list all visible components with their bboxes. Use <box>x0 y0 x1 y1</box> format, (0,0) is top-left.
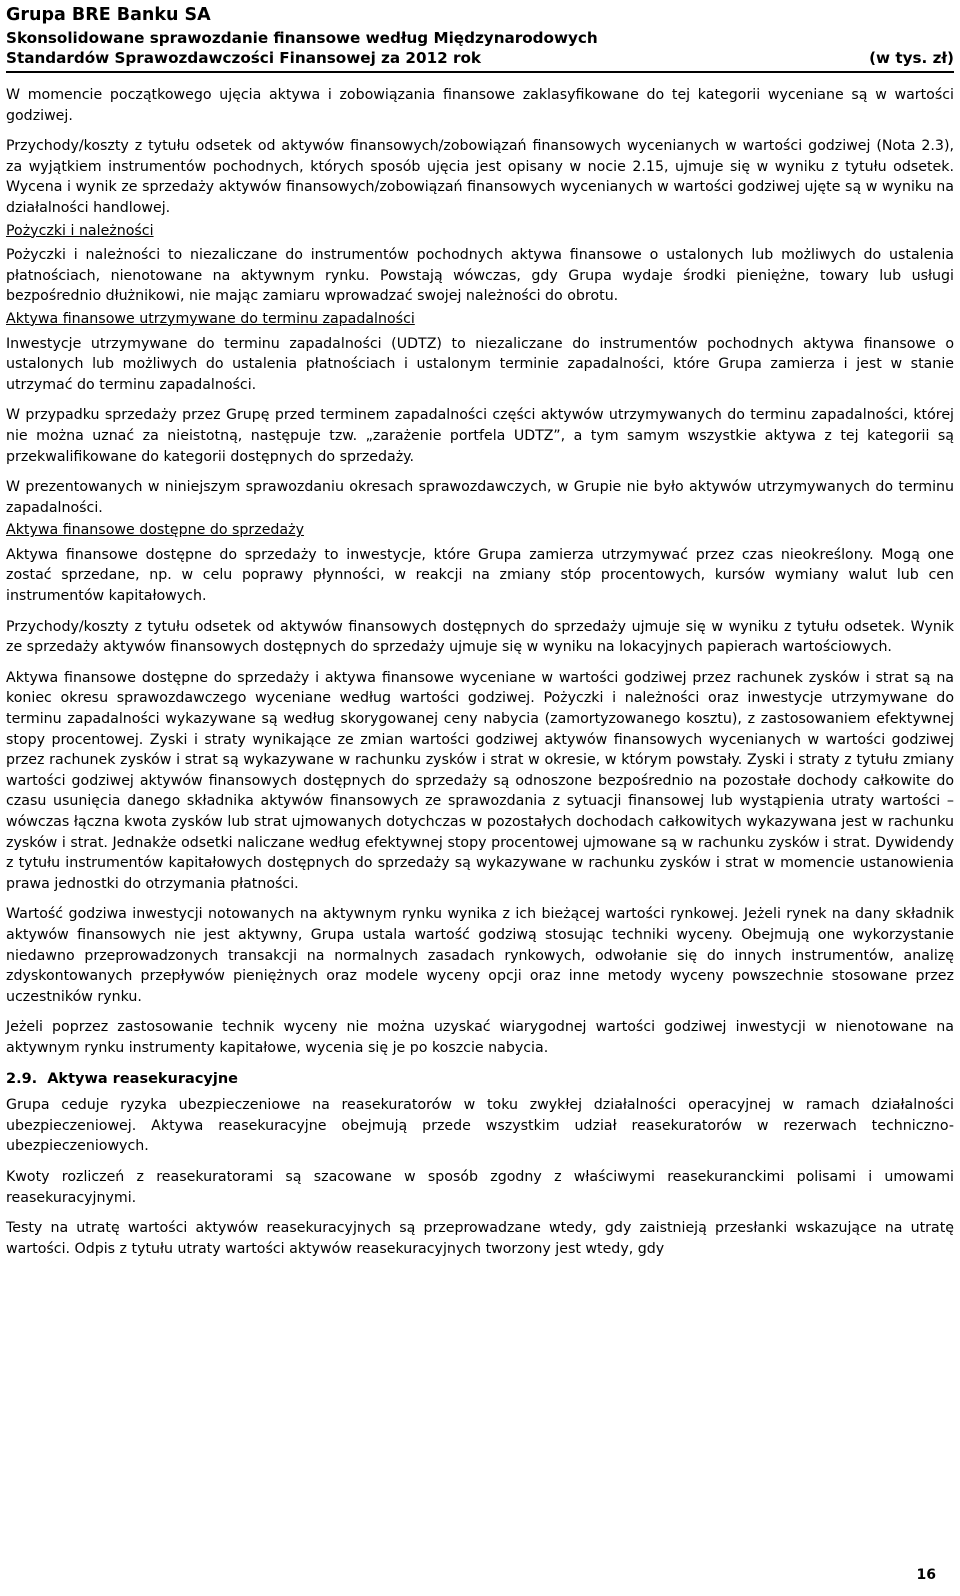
header-divider <box>6 71 954 73</box>
paragraph: Testy na utratę wartości aktywów reasekuracyjnych są przeprowadzane wtedy, gdy zaistnieją przesłanki wskazujące na utratę wartości. Odpis z tytułu utraty wartości aktywów reasekuracyjnych tworzony jest wtedy, gdy <box>6 1220 954 1257</box>
document-body <box>6 85 954 1259</box>
section-heading-htm: Aktywa finansowe utrzymywane do terminu zapadalności <box>6 310 415 327</box>
paragraph: W przypadku sprzedaży przez Grupę przed terminem zapadalności części aktywów utrzymywanych do terminu zapadalności, której nie można uznać za nieistotną, następuje tzw. „zarażenie portfela UDTZ”, a tym samym wszystkie aktywa z tej kategorii są przekwalifikowane do kategorii dostępnych do sprzedaży. <box>6 407 954 465</box>
paragraph: W momencie początkowego ujęcia aktywa i zobowiązania finansowe zaklasyfikowane do tej kategorii wyceniane są w wartości godziwej. <box>6 87 954 124</box>
units-label: (w tys. zł) <box>869 49 954 67</box>
paragraph: W prezentowanych w niniejszym sprawozdaniu okresach sprawozdawczych, w Grupie nie było aktywów utrzymywanych do terminu zapadalności. <box>6 479 954 516</box>
document-page <box>6 0 954 1269</box>
paragraph: Jeżeli poprzez zastosowanie technik wyceny nie można uzyskać wiarygodnej wartości godziwej inwestycji w nienotowane na aktywnym rynku instrumenty kapitałowe, wycenia się je po koszcie nabycia. <box>6 1019 954 1056</box>
page-header <box>6 0 954 73</box>
report-title-line1: Skonsolidowane sprawozdanie finansowe według Międzynarodowych <box>6 29 598 47</box>
paragraph: Przychody/koszty z tytułu odsetek od aktywów finansowych dostępnych do sprzedaży ujmuje się w wyniku z tytułu odsetek. Wynik ze sprzedaży aktywów finansowych dostępnych do sprzedaży ujmuje się w wyniku na lokacyjnych papierach wartościowych. <box>6 618 954 656</box>
report-title-line2-row <box>6 48 954 68</box>
company-name: Grupa BRE Banku SA <box>6 5 211 25</box>
section-heading-afs: Aktywa finansowe dostępne do sprzedaży <box>6 522 304 539</box>
paragraph: Aktywa finansowe dostępne do sprzedaży i aktywa finansowe wyceniane w wartości godziwej przez rachunek zysków i strat są na koniec okresu sprawozdawczego wyceniane według wartości godziwej. Pożyczki i należności oraz inwestycje utrzymywane do terminu zapadalności wykazywane są według skorygowanej ceny nabycia (zamortyzowanego kosztu), z zastosowaniem efektywnej stopy procentowej. Zyski i straty wynikające ze zmian wartości godziwej aktywów finansowych wycenianych w wartości godziwej przez rachunek zysków i strat są wykazywane w rachunku zysków i strat w okresie, w którym powstały. Zyski i straty z tytułu zmiany wartości godziwej aktywów finansowych dostępnych do sprzedaży są odnoszone bezpośrednio na pozostałe dochody całkowite do czasu usunięcia danego składnika aktywów finansowych ze sprawozdania z sytuacji finansowej lub wystąpienia utraty wartości – wówczas łączna kwota zysków lub strat ujmowanych dotychczas w pozostałych dochodach całkowitych wykazywana jest w rachunku zysków i strat. Jednakże odsetki naliczane według efektywnej stopy procentowej ujmowane są w rachunku zysków i strat. Dywidendy z tytułu instrumentów kapitałowych dostępnych do sprzedaży są wykazywane w rachunku zysków i strat w momencie ustanowienia prawa jednostki do otrzymania płatności. <box>6 669 954 892</box>
section-title: Aktywa reasekuracyjne <box>47 1070 238 1087</box>
paragraph: Przychody/koszty z tytułu odsetek od aktywów finansowych/zobowiązań finansowych wycenianych w wartości godziwej (Nota 2.3), za wyjątkiem instrumentów pochodnych, których sposób ujęcia jest opisany w nocie 2.15, ujmuje się w wyniku z tytułu odsetek. Wycena i wynik ze sprzedaży aktywów finansowych/zobowiązań finansowych wycenianych w wartości godziwej ujęte są w wyniku na działalności handlowej. <box>6 138 954 216</box>
paragraph: Pożyczki i należności to niezaliczane do instrumentów pochodnych aktywa finansowe o ustalonych lub możliwych do ustalenia płatnościach, nienotowane na aktywnym rynku. Powstają wówczas, gdy Grupa wydaje środki pieniężne, towary lub usługi bezpośrednio dłużnikowi, nie mając zamiaru wprowadzać swojej należności do obrotu. <box>6 247 954 305</box>
paragraph: Grupa ceduje ryzyka ubezpieczeniowe na reasekuratorów w toku zwykłej działalności operacyjnej w ramach działalności ubezpieczeniowej. Aktywa reasekuracyjne obejmują przede wszystkim udział reasekuratorów w rezerwach techniczno-ubezpieczeniowych. <box>6 1097 954 1155</box>
paragraph: Kwoty rozliczeń z reasekuratorami są szacowane w sposób zgodny z właściwymi reasekuranckimi polisami i umowami reasekuracyjnymi. <box>6 1168 954 1206</box>
paragraph: Wartość godziwa inwestycji notowanych na aktywnym rynku wynika z ich bieżącej wartości rynkowej. Jeżeli rynek na dany składnik aktywów finansowych nie jest aktywny, Grupa ustala wartość godziwą stosując techniki wyceny. Obejmują one wykorzystanie niedawno przeprowadzonych transakcji na normalnych zasadach rynkowych, odwołanie się do innych instrumentów, analizę zdyskontowanych przepływów pieniężnych oraz modele wyceny opcji oraz inne metody wyceny powszechnie stosowane przez uczestników rynku. <box>6 906 954 1005</box>
page-number: 16 <box>916 1567 936 1583</box>
section-heading-loans: Pożyczki i należności <box>6 222 154 239</box>
section-number: 2.9. <box>6 1070 38 1087</box>
paragraph: Inwestycje utrzymywane do terminu zapadalności (UDTZ) to niezaliczane do instrumentów pochodnych aktywa finansowe o ustalonych lub możliwych do ustalenia płatnościach i ustalonym terminie zapadalności, które Grupa zamierza i jest w stanie utrzymać do terminu zapadalności. <box>6 335 954 393</box>
paragraph: Aktywa finansowe dostępne do sprzedaży to inwestycje, które Grupa zamierza utrzymywać przez czas nieokreślony. Mogą one zostać sprzedane, np. w celu poprawy płynności, w reakcji na zmiany stóp procentowych, kursów wymiany walut lub cen instrumentów kapitałowych. <box>6 546 954 605</box>
section-heading-2-9 <box>6 1069 954 1090</box>
report-title-line2: Standardów Sprawozdawczości Finansowej za 2012 rok <box>6 49 482 67</box>
